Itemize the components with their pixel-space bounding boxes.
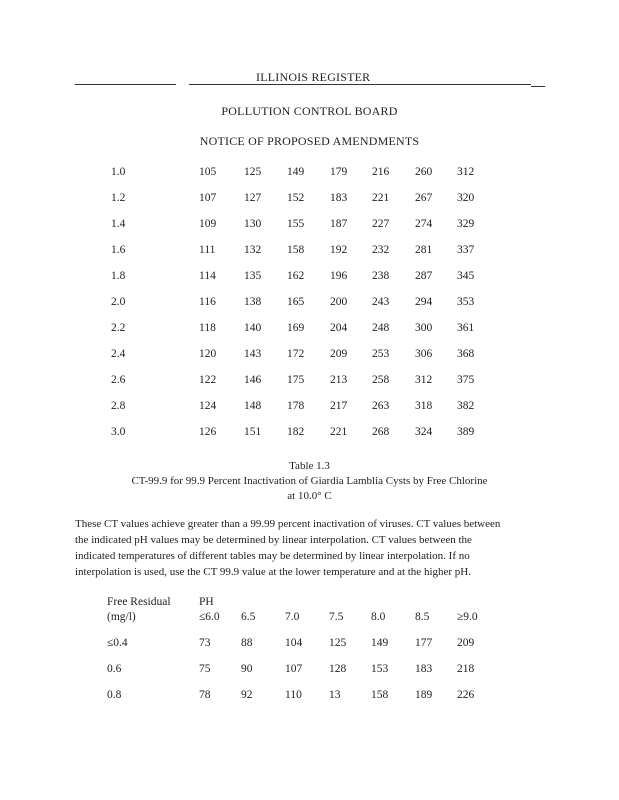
top-table-cell: 132 [244,244,262,256]
top-table-row-label: 1.0 [111,166,126,178]
top-table-cell: 213 [330,374,348,386]
top-table-cell: 172 [287,348,305,360]
top-table-cell: 158 [287,244,305,256]
top-table-cell: 187 [330,218,348,230]
top-table-cell: 130 [244,218,262,230]
top-table-cell: 127 [244,192,262,204]
top-table-cell: 196 [330,270,348,282]
bottom-table-cell: 90 [241,663,253,675]
top-table-row-label: 1.8 [111,270,126,282]
top-table-cell: 217 [330,400,348,412]
top-table-cell: 200 [330,296,348,308]
top-table-row-label: 3.0 [111,426,126,438]
top-table-cell: 111 [199,244,216,256]
top-table-cell: 143 [244,348,262,360]
top-table-cell: 345 [457,270,475,282]
top-table-cell: 274 [415,218,433,230]
top-table-cell: 162 [287,270,305,282]
bottom-table-cell: 110 [285,689,302,701]
top-table-cell: 175 [287,374,305,386]
top-table-cell: 306 [415,348,433,360]
paragraph-line-1: These CT values achieve greater than a 99.99 percent inactivation of viruses. CT values between [75,518,501,530]
bottom-table-cell: 125 [329,637,347,649]
bottom-table-cell: 209 [457,637,475,649]
board-name: POLLUTION CONTROL BOARD [221,104,398,118]
header-rule-end [531,86,545,87]
bottom-table-cell: 92 [241,689,253,701]
table-caption-line-1: CT-99.9 for 99.9 Percent Inactivation of Giardia Lamblia Cysts by Free Chlorine [131,475,488,487]
top-table-cell: 227 [372,218,390,230]
top-table-cell: 148 [244,400,262,412]
free-residual-label: Free Residual [107,596,171,608]
bottom-table-cell: 13 [329,689,341,701]
top-table-cell: 125 [244,166,262,178]
top-table-cell: 253 [372,348,390,360]
top-table-cell: 324 [415,426,433,438]
bottom-table-cell: 107 [285,663,303,675]
top-table-cell: 287 [415,270,433,282]
ph-column-header: ≤6.0 [199,611,220,623]
bottom-table-cell: 128 [329,663,347,675]
top-table-cell: 151 [244,426,262,438]
top-table-cell: 138 [244,296,262,308]
top-table-cell: 135 [244,270,262,282]
top-table-cell: 140 [244,322,262,334]
top-table-cell: 337 [457,244,475,256]
bottom-table-cell: 218 [457,663,475,675]
top-table-cell: 149 [287,166,305,178]
bottom-table-cell: 104 [285,637,303,649]
ph-column-header: 7.5 [329,611,344,623]
top-table-cell: 155 [287,218,305,230]
register-title: ILLINOIS REGISTER [256,70,371,84]
top-table-cell: 263 [372,400,390,412]
top-table-cell: 238 [372,270,390,282]
ph-column-header: 7.0 [285,611,300,623]
top-table-cell: 124 [199,400,217,412]
top-table-cell: 221 [372,192,390,204]
top-table-cell: 300 [415,322,433,334]
top-table-cell: 146 [244,374,262,386]
top-table-cell: 126 [199,426,217,438]
top-table-cell: 389 [457,426,475,438]
ph-label: PH [199,596,214,608]
bottom-table-cell: 158 [371,689,389,701]
ph-column-header: 6.5 [241,611,256,623]
top-table-cell: 318 [415,400,433,412]
table-caption-line-2: at 10.0° C [287,490,332,502]
top-table-cell: 105 [199,166,217,178]
ph-column-header: 8.0 [371,611,386,623]
top-table-row-label: 2.6 [111,374,126,386]
top-table-cell: 182 [287,426,305,438]
top-table-cell: 312 [415,374,433,386]
top-table-cell: 204 [330,322,348,334]
top-table-cell: 152 [287,192,305,204]
top-table-row-label: 1.4 [111,218,126,230]
top-table-cell: 192 [330,244,348,256]
top-table-cell: 165 [287,296,305,308]
bottom-table-row-label: ≤0.4 [107,637,128,649]
bottom-table-cell: 149 [371,637,389,649]
bottom-table-row-label: 0.8 [107,689,122,701]
top-table-cell: 183 [330,192,348,204]
paragraph-line-2: the indicated pH values may be determined by linear interpolation. CT values between the [75,534,472,546]
top-table-cell: 118 [199,322,216,334]
top-table-cell: 178 [287,400,305,412]
top-table-cell: 122 [199,374,217,386]
bottom-table-cell: 177 [415,637,433,649]
top-table-cell: 382 [457,400,475,412]
top-table-cell: 268 [372,426,390,438]
top-table-cell: 258 [372,374,390,386]
top-table-cell: 267 [415,192,433,204]
bottom-table-cell: 88 [241,637,253,649]
top-table-cell: 260 [415,166,433,178]
bottom-table-cell: 153 [371,663,389,675]
top-table-cell: 361 [457,322,475,334]
top-table-cell: 320 [457,192,475,204]
table-number: Table 1.3 [289,460,330,472]
top-table-cell: 109 [199,218,217,230]
bottom-table-cell: 183 [415,663,433,675]
top-table-row-label: 1.2 [111,192,126,204]
ph-column-header: 8.5 [415,611,430,623]
bottom-table-cell: 226 [457,689,475,701]
top-table-cell: 107 [199,192,217,204]
header-rule-left [75,84,176,85]
top-table-cell: 243 [372,296,390,308]
top-table-cell: 232 [372,244,390,256]
bottom-table-cell: 75 [199,663,211,675]
top-table-row-label: 1.6 [111,244,126,256]
top-table-cell: 368 [457,348,475,360]
paragraph-line-3: indicated temperatures of different tables may be determined by linear interpolation. If no [75,550,470,562]
top-table-cell: 248 [372,322,390,334]
top-table-cell: 179 [330,166,348,178]
bottom-table-cell: 78 [199,689,211,701]
top-table-cell: 221 [330,426,348,438]
top-table-cell: 169 [287,322,305,334]
top-table-cell: 375 [457,374,475,386]
top-table-row-label: 2.8 [111,400,126,412]
top-table-cell: 116 [199,296,216,308]
top-table-cell: 114 [199,270,216,282]
ph-column-header: ≥9.0 [457,611,478,623]
top-table-row-label: 2.4 [111,348,126,360]
mg-per-liter-label: (mg/l) [107,611,136,623]
top-table-cell: 353 [457,296,475,308]
top-table-cell: 120 [199,348,217,360]
bottom-table-cell: 189 [415,689,433,701]
top-table-cell: 216 [372,166,390,178]
top-table-row-label: 2.0 [111,296,126,308]
notice-title: NOTICE OF PROPOSED AMENDMENTS [199,134,420,148]
top-table-row-label: 2.2 [111,322,126,334]
top-table-cell: 281 [415,244,433,256]
bottom-table-cell: 73 [199,637,211,649]
top-table-cell: 312 [457,166,475,178]
top-table-cell: 294 [415,296,433,308]
top-table-cell: 209 [330,348,348,360]
top-table-cell: 329 [457,218,475,230]
bottom-table-row-label: 0.6 [107,663,122,675]
paragraph-line-4: interpolation is used, use the CT 99.9 value at the lower temperature and at the higher pH. [75,566,471,578]
